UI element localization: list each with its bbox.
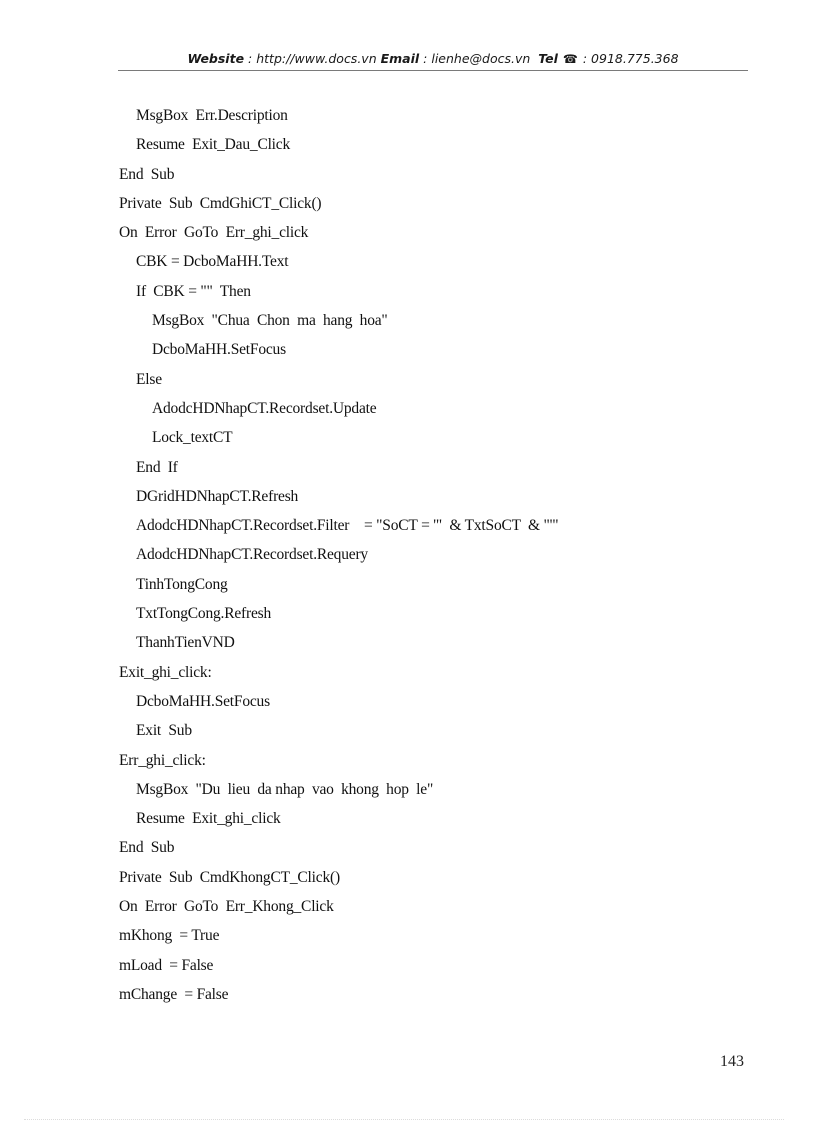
code-line: Private Sub CmdGhiCT_Click() bbox=[119, 194, 322, 212]
footer-divider bbox=[24, 1119, 784, 1120]
code-line: TinhTongCong bbox=[136, 575, 228, 593]
code-line: Exit_ghi_click: bbox=[119, 663, 212, 681]
code-line: ThanhTienVND bbox=[136, 634, 235, 652]
phone-icon: ☎ bbox=[562, 52, 578, 66]
email-label: Email bbox=[380, 51, 420, 66]
code-line: DGridHDNhapCT.Refresh bbox=[136, 487, 299, 505]
website-separator: : bbox=[244, 51, 257, 66]
code-line: Resume Exit_Dau_Click bbox=[136, 136, 291, 154]
code-line: AdodcHDNhapCT.Recordset.Requery bbox=[136, 546, 368, 564]
code-line: CBK = DcboMaHH.Text bbox=[136, 253, 289, 271]
code-line: DcboMaHH.SetFocus bbox=[152, 341, 286, 359]
code-line: If CBK = "" Then bbox=[136, 282, 251, 300]
code-line: DcboMaHH.SetFocus bbox=[136, 692, 270, 710]
code-line: mKhong = True bbox=[119, 927, 220, 945]
email-address[interactable]: lienhe@docs.vn bbox=[431, 51, 531, 66]
code-block bbox=[119, 101, 759, 1009]
code-line: AdodcHDNhapCT.Recordset.Filter = "SoCT = '" & TxtSoCT & "'" bbox=[136, 517, 559, 535]
code-line: mChange = False bbox=[119, 985, 229, 1003]
page-number: 143 bbox=[720, 1053, 744, 1070]
code-line: MsgBox "Du lieu da nhap vao khong hop le" bbox=[136, 780, 434, 798]
code-line: TxtTongCong.Refresh bbox=[136, 605, 272, 623]
code-line: End If bbox=[136, 458, 178, 476]
email-separator: : bbox=[419, 51, 432, 66]
website-label: Website bbox=[187, 51, 245, 66]
code-line: On Error GoTo Err_Khong_Click bbox=[119, 898, 334, 916]
code-line: MsgBox "Chua Chon ma hang hoa" bbox=[152, 312, 388, 330]
code-line: Else bbox=[136, 370, 162, 388]
code-line: Lock_textCT bbox=[152, 429, 233, 447]
code-line: End Sub bbox=[119, 165, 175, 183]
code-line: Private Sub CmdKhongCT_Click() bbox=[119, 868, 340, 886]
code-line: MsgBox Err.Description bbox=[136, 107, 288, 124]
tel-label: Tel bbox=[538, 51, 558, 66]
website-url[interactable]: http://www.docs.vn bbox=[256, 51, 377, 66]
code-line: Exit Sub bbox=[136, 722, 192, 740]
code-line: mLoad = False bbox=[119, 956, 214, 974]
tel-separator: : bbox=[578, 51, 592, 66]
code-line: AdodcHDNhapCT.Recordset.Update bbox=[152, 399, 377, 417]
code-line: Err_ghi_click: bbox=[119, 751, 206, 769]
code-line: On Error GoTo Err_ghi_click bbox=[119, 224, 309, 242]
header-divider bbox=[118, 70, 748, 71]
page-header bbox=[118, 51, 748, 71]
code-line: Resume Exit_ghi_click bbox=[136, 810, 281, 828]
code-line: End Sub bbox=[119, 839, 175, 857]
tel-number: 0918.775.368 bbox=[591, 51, 679, 66]
